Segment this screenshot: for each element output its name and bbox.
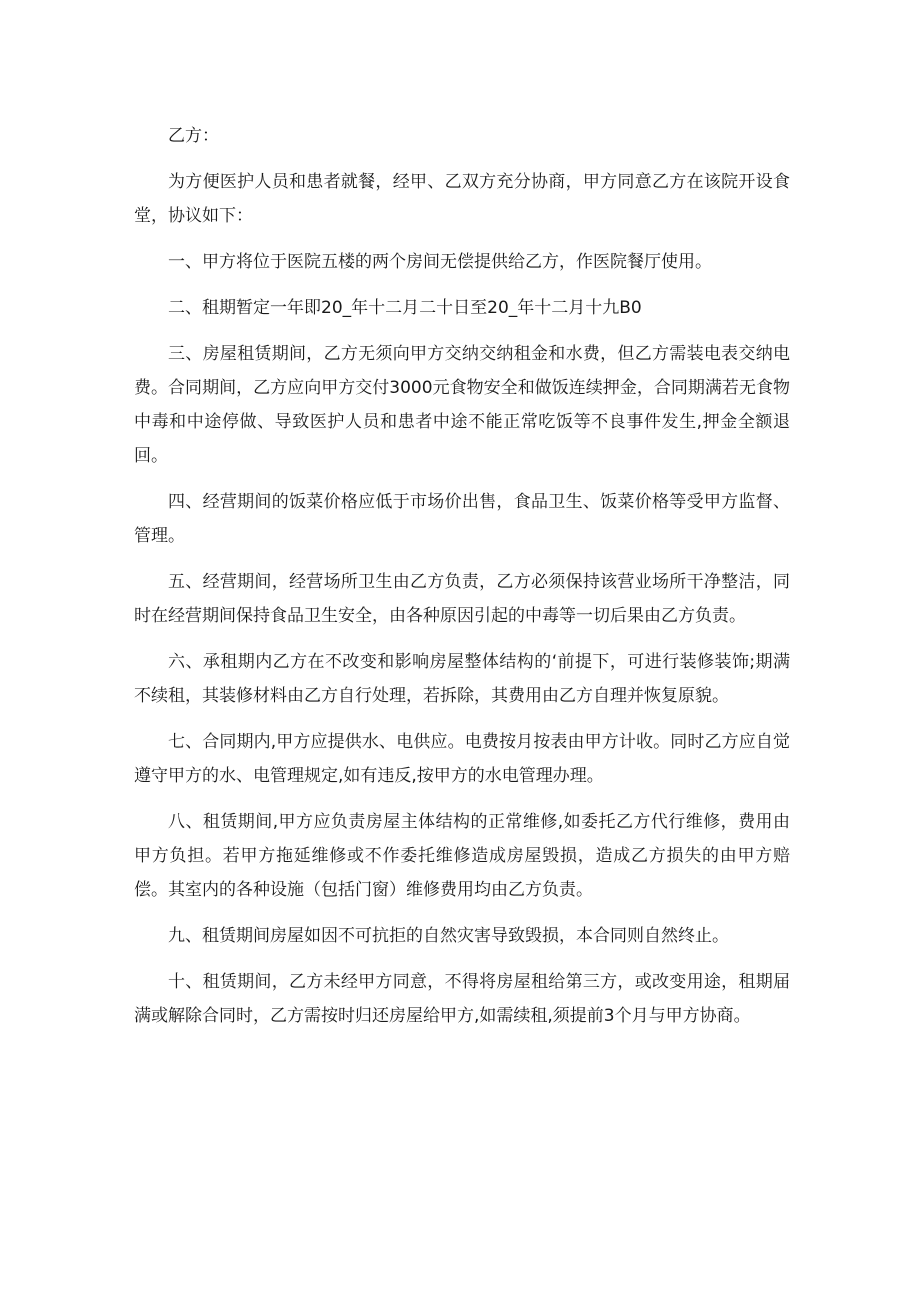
clause-8: 八、租赁期间,甲方应负责房屋主体结构的正常维修,如委托乙方代行维修，费用由甲方负担。若甲方拖延维修或不作委托维修造成房屋毁损，造成乙方损失的由甲方赔偿。其室内的各种设施（包括门窗）维修费用均由乙方负责。 [134,812,790,900]
clause-7: 七、合同期内,甲方应提供水、电供应。电费按月按表由甲方计收。同时乙方应自觉遵守甲方的水、电管理规定,如有违反,按甲方的水电管理办理。 [134,732,790,786]
clause-6: 六、承租期内乙方在不改变和影响房屋整体结构的‘前提下，可进行装修装饰;期满不续租，其装修材料由乙方自行处理，若拆除，其费用由乙方自理并恢复原貌。 [134,652,790,706]
clause-1: 一、甲方将位于医院五楼的两个房间无偿提供给乙方，作医院餐厅使用。 [168,252,712,272]
clause-10: 十、租赁期间，乙方未经甲方同意，不得将房屋租给第三方，或改变用途，租期届满或解除合同时，乙方需按时归还房屋给甲方,如需续租,须提前3个月与甲方协商。 [134,972,790,1026]
intro-paragraph: 为方便医护人员和患者就餐，经甲、乙双方充分协商，甲方同意乙方在该院开设食堂，协议如下： [134,172,790,226]
clause-9: 九、租赁期间房屋如因不可抗拒的自然灾害导致毁损，本合同则自然终止。 [168,926,729,946]
clause-3: 三、房屋租赁期间，乙方无须向甲方交纳交纳租金和水费，但乙方需装电表交纳电费。合同期间，乙方应向甲方交付3000元食物安全和做饭连续押金，合同期满若无食物中毒和中途停做、导致医护人员和患者中途不能正常吃饭等不良事件发生,押金全额退回。 [134,344,790,466]
clause-5: 五、经营期间，经营场所卫生由乙方负责，乙方必须保持该营业场所干净整洁，同时在经营期间保持食品卫生安全，由各种原因引起的中毒等一切后果由乙方负责。 [134,572,790,626]
document-body [134,119,790,1045]
addressee-line: 乙方： [168,126,219,146]
clause-2: 二、租期暂定一年即20_年十二月二十日至20_年十二月十九B0 [168,298,642,318]
clause-4: 四、经营期间的饭菜价格应低于市场价出售，食品卫生、饭菜价格等受甲方监督、管理。 [134,492,790,546]
